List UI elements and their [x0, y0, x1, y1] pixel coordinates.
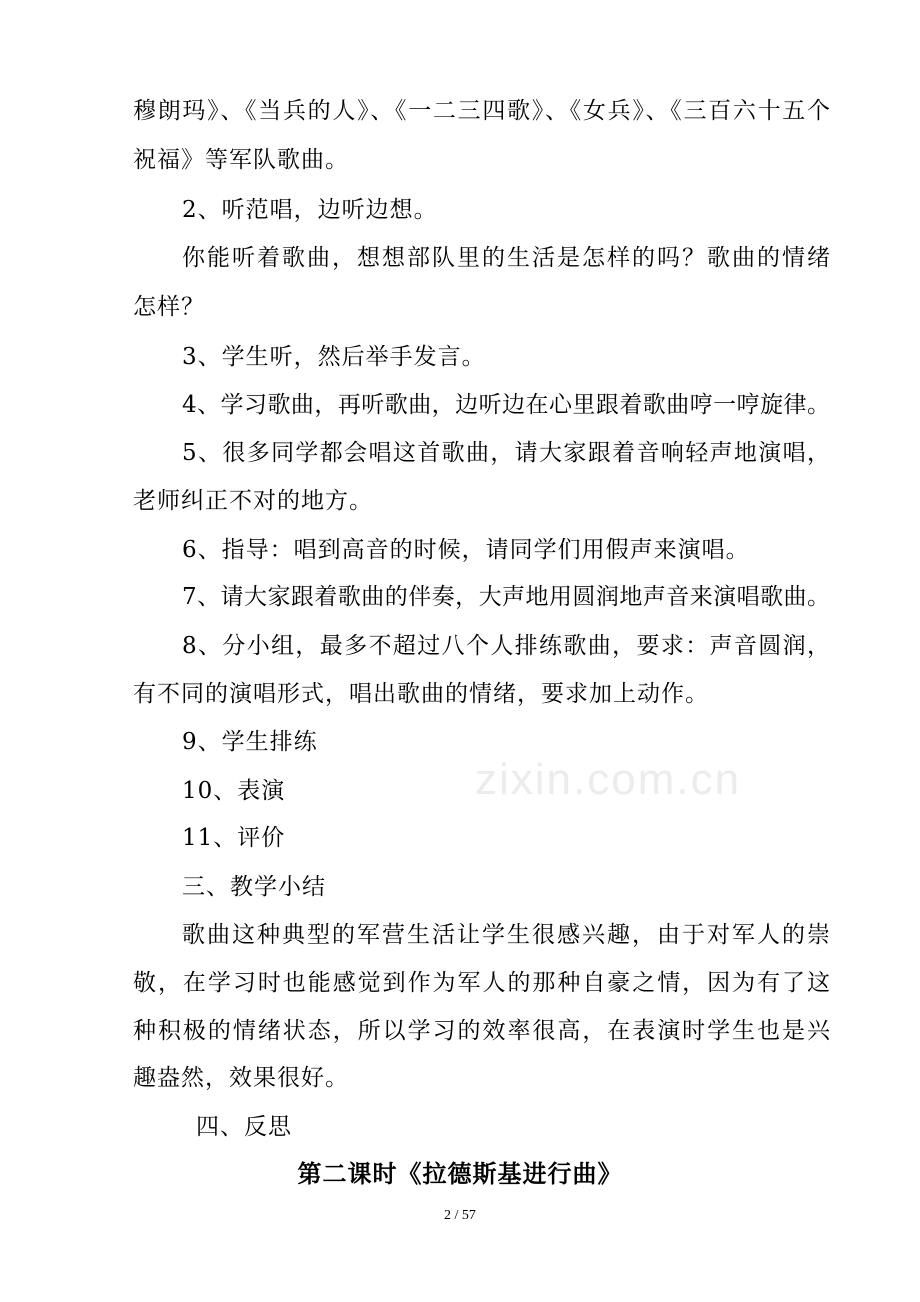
text-line: 敬，在学习时也能感觉到作为军人的那种自豪之情，因为有了这	[133, 970, 830, 996]
section-heading: 四、反思	[196, 1114, 292, 1140]
text-line: 10、表演	[182, 778, 286, 804]
text-line: 7、请大家跟着歌曲的伴奏，大声地用圆润地声音来演唱歌曲。	[182, 584, 830, 610]
lesson-title: 第二课时《拉德斯基进行曲》	[297, 1159, 623, 1188]
text-line: 4、学习歌曲，再听歌曲，边听边在心里跟着歌曲哼一哼旋律。	[182, 392, 830, 418]
text-line: 6、指导：唱到高音的时候，请同学们用假声来演唱。	[182, 537, 750, 563]
text-line: 趣盎然，效果很好。	[133, 1065, 349, 1091]
text-line: 有不同的演唱形式，唱出歌曲的情绪，要求加上动作。	[133, 681, 709, 707]
text-line: 5、很多同学都会唱这首歌曲，请大家跟着音响轻声地演唱，	[182, 440, 830, 466]
page-number: 2 / 57	[444, 1208, 476, 1223]
text-line: 2、听范唱，边听边想。	[182, 197, 438, 223]
watermark: zixin.com.cn	[475, 755, 742, 804]
text-line: 11、评价	[182, 825, 286, 851]
text-line: 祝福》等军队歌曲。	[133, 147, 349, 173]
text-line: 穆朗玛》、《当兵的人》、《一二三四歌》、《女兵》、《三百六十五个	[133, 98, 830, 124]
text-line: 3、学生听，然后举手发言。	[182, 344, 486, 370]
text-line: 怎样？	[133, 294, 205, 320]
text-line: 歌曲这种典型的军营生活让学生很感兴趣，由于对军人的崇	[182, 922, 830, 948]
section-heading: 三、教学小结	[182, 874, 326, 900]
text-line: 老师纠正不对的地方。	[133, 488, 373, 514]
text-line: 9、学生排练	[182, 729, 318, 755]
text-line: 种积极的情绪状态，所以学习的效率很高，在表演时学生也是兴	[133, 1018, 830, 1044]
text-line: 8、分小组，最多不超过八个人排练歌曲，要求：声音圆润，	[182, 633, 830, 659]
text-line: 你能听着歌曲，想想部队里的生活是怎样的吗？歌曲的情绪	[182, 245, 830, 271]
